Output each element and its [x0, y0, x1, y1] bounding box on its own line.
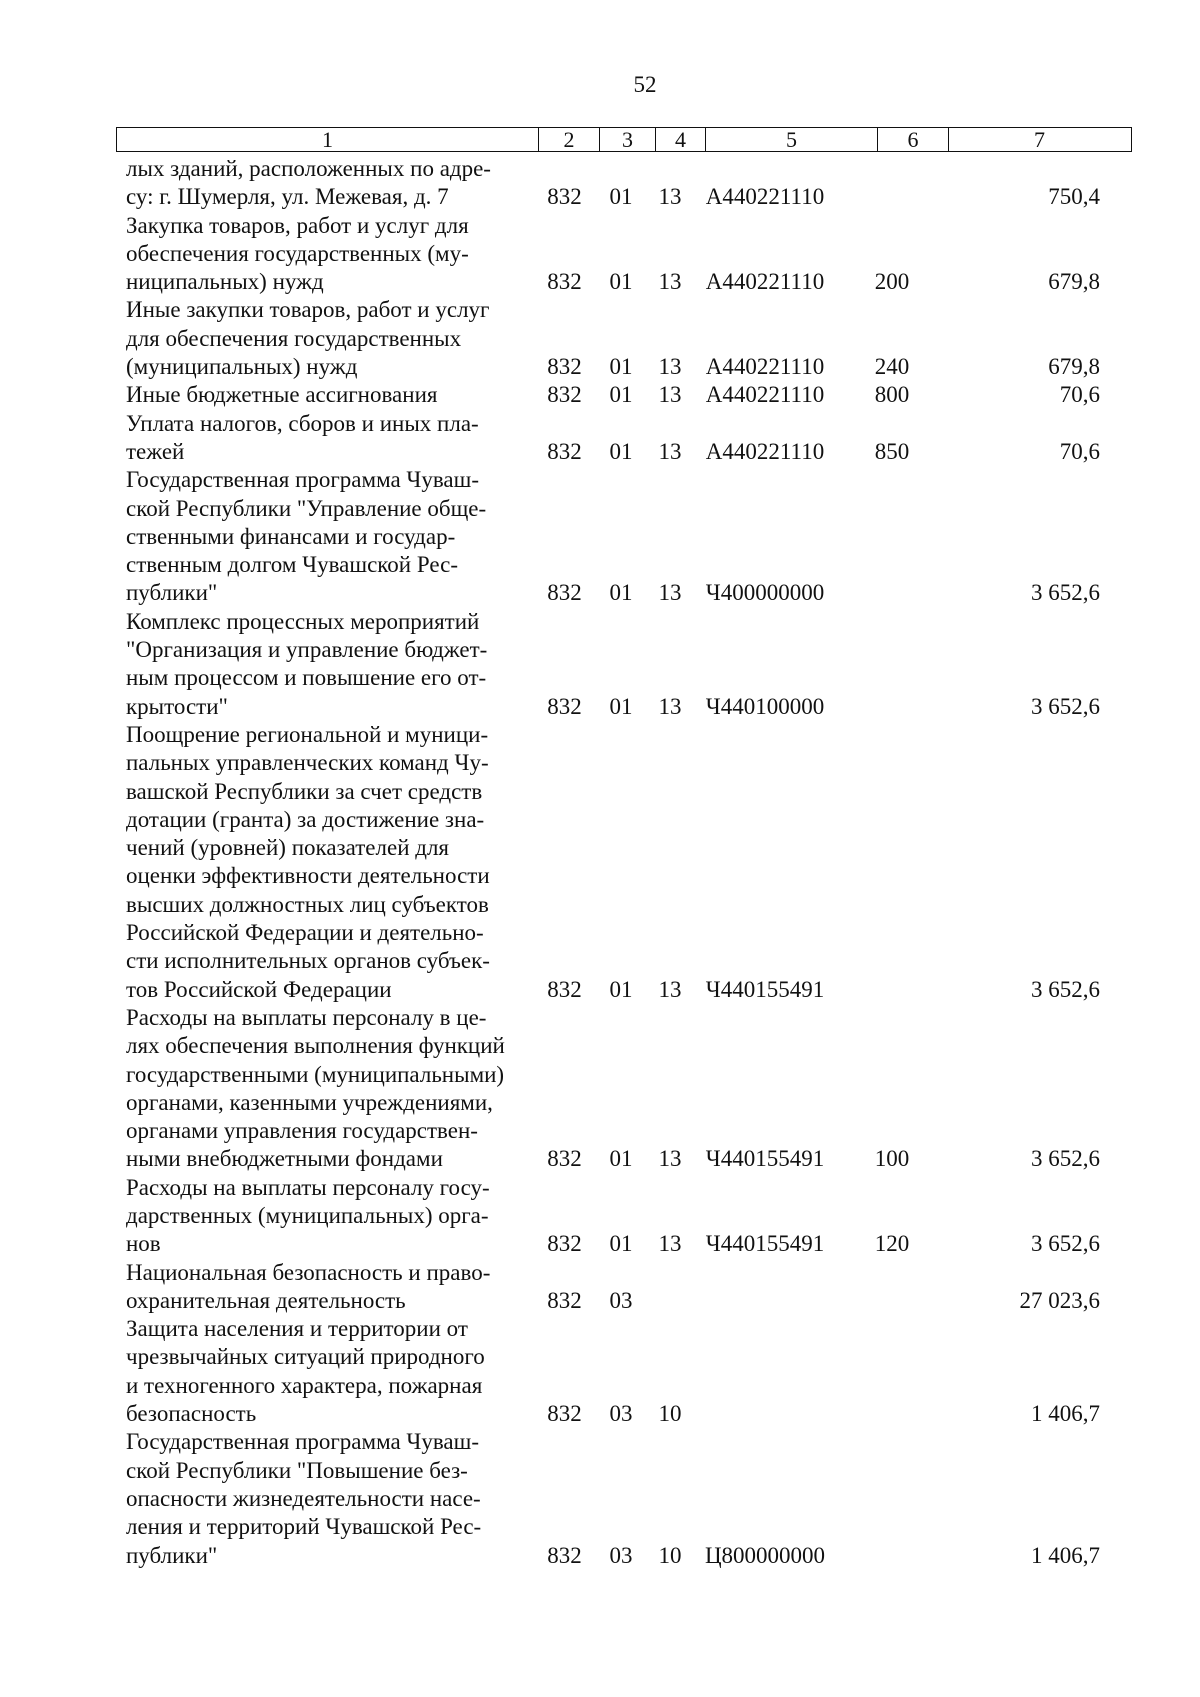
- row-col-2: 832: [547, 976, 582, 1002]
- row-col-5: А440221110: [705, 438, 825, 464]
- row-col-3: 01: [609, 1146, 633, 1172]
- row-name: Расходы на выплаты персоналу госу- дарственных (муниципальных) орга- нов: [126, 1174, 490, 1257]
- row-col-4: 13: [658, 693, 682, 719]
- row-col-3: 01: [609, 269, 633, 295]
- row-col-4: 10: [658, 1542, 682, 1568]
- row-col-5: Ч440155491: [705, 976, 825, 1002]
- row-col-4: 10: [658, 1401, 682, 1427]
- row-col-4: 13: [658, 1231, 682, 1257]
- row-name: Иные закупки товаров, работ и услуг для обеспечения государственных (муниципальных) нужд: [126, 297, 490, 380]
- row-col-3: 01: [609, 976, 633, 1002]
- row-col-2: 832: [547, 1542, 582, 1568]
- row-col-2: 832: [547, 1231, 582, 1257]
- row-col-7: 70,6: [1059, 382, 1100, 408]
- row-col-7: 679,8: [1048, 354, 1100, 380]
- row-col-2: 832: [547, 269, 582, 295]
- row-col-7: 3 652,6: [1031, 693, 1100, 719]
- row-col-7: 27 023,6: [1019, 1287, 1100, 1313]
- table-row: [126, 466, 1126, 607]
- row-col-3: 01: [609, 1231, 633, 1257]
- row-col-2: 832: [547, 382, 582, 408]
- header-col-2: 2: [539, 128, 600, 151]
- row-col-7: 70,6: [1059, 438, 1100, 464]
- row-name: Государственная программа Чуваш- ской Республики "Управление обще- ственными финансами и государ- ственным долгом Чувашской Рес- публики": [126, 467, 487, 606]
- row-col-7: 3 652,6: [1031, 1146, 1100, 1172]
- row-col-7: 3 652,6: [1031, 976, 1100, 1002]
- row-col-7: 1 406,7: [1031, 1401, 1100, 1427]
- row-col-5: Ч440155491: [705, 1231, 825, 1257]
- table-body: [126, 155, 1126, 1570]
- row-col-5: А440221110: [705, 184, 825, 210]
- row-col-3: 01: [609, 693, 633, 719]
- row-col-5: Ч440100000: [705, 693, 825, 719]
- row-col-3: 03: [609, 1401, 633, 1427]
- row-col-5: А440221110: [705, 354, 825, 380]
- table-row: [126, 608, 1126, 721]
- table-header: [116, 127, 1132, 152]
- row-col-6: 850: [874, 438, 910, 464]
- row-col-3: 01: [609, 580, 633, 606]
- row-name: Комплекс процессных мероприятий "Организация и управление бюджет- ным процессом и повышение его от- крытости": [126, 608, 488, 719]
- row-col-6: 200: [874, 269, 910, 295]
- table-row: [126, 381, 1126, 409]
- row-col-5: Ч400000000: [705, 580, 825, 606]
- row-col-2: 832: [547, 184, 582, 210]
- row-col-4: 13: [658, 580, 682, 606]
- table-row: [126, 1259, 1126, 1316]
- row-col-4: 13: [658, 269, 682, 295]
- header-col-7: 7: [1034, 127, 1045, 152]
- row-col-2: 832: [547, 1146, 582, 1172]
- row-col-2: 832: [547, 1287, 582, 1313]
- row-col-4: 13: [658, 438, 682, 464]
- row-col-7: 3 652,6: [1031, 1231, 1100, 1257]
- table-row: [126, 721, 1126, 1004]
- header-col-5: 5: [706, 128, 878, 151]
- row-name: Поощрение региональной и муници- пальных управленческих команд Чу- вашской Республики за счет средств дотации (гранта) за достижение зна- чений (уровней) показателей для оценки эффективности деятельности высших должностных лиц субъектов Российской Федерации и деятельно- сти исполнительных органов субъек- тов Российской Федерации: [126, 721, 490, 1002]
- row-name: Расходы на выплаты персоналу в це- лях обеспечения выполнения функций государственными (муниципальными) органами, казенными учреждениями, органами управления государствен- ными внебюджетными фондами: [126, 1004, 505, 1172]
- table-row: [126, 1174, 1126, 1259]
- row-col-3: 03: [609, 1287, 633, 1313]
- row-col-6: 120: [874, 1231, 910, 1257]
- row-col-7: 750,4: [1048, 184, 1100, 210]
- row-name: Защита населения и территории от чрезвычайных ситуаций природного и техногенного характера, пожарная безопасность: [126, 1316, 485, 1427]
- row-col-3: 01: [609, 184, 633, 210]
- row-col-2: 832: [547, 580, 582, 606]
- row-col-3: 01: [609, 354, 633, 380]
- row-col-6: 800: [874, 382, 910, 408]
- row-col-4: 13: [658, 382, 682, 408]
- row-name: Уплата налогов, сборов и иных пла- тежей: [126, 410, 479, 464]
- row-col-4: 13: [658, 976, 682, 1002]
- row-name: лых зданий, расположенных по адре- су: г. Шумерля, ул. Межевая, д. 7: [126, 156, 491, 210]
- row-name: Национальная безопасность и право- охранительная деятельность: [126, 1259, 491, 1313]
- table-row: [126, 155, 1126, 212]
- header-col-4: 4: [656, 128, 706, 151]
- row-col-3: 01: [609, 438, 633, 464]
- row-col-2: 832: [547, 354, 582, 380]
- row-col-5: Ч440155491: [705, 1146, 825, 1172]
- row-col-3: 03: [609, 1542, 633, 1568]
- row-col-3: 01: [609, 382, 633, 408]
- page-number: 52: [633, 72, 657, 97]
- row-col-2: 832: [547, 438, 582, 464]
- table-row: [126, 296, 1126, 381]
- table-row: [126, 1428, 1126, 1569]
- row-name: Закупка товаров, работ и услуг для обеспечения государственных (му- ниципальных) нужд: [126, 212, 469, 295]
- row-col-2: 832: [547, 1401, 582, 1427]
- row-col-6: 100: [874, 1146, 910, 1172]
- row-col-7: 1 406,7: [1031, 1542, 1100, 1568]
- row-col-4: 13: [658, 1146, 682, 1172]
- header-col-6: 6: [878, 128, 949, 151]
- row-col-2: 832: [547, 693, 582, 719]
- row-col-7: 679,8: [1048, 269, 1100, 295]
- table-row: [126, 212, 1126, 297]
- table-row: [126, 410, 1126, 467]
- row-name: Государственная программа Чуваш- ской Республики "Повышение без- опасности жизнедеятельности насе- ления и территорий Чувашской Рес- публики": [126, 1429, 482, 1568]
- row-col-5: Ц800000000: [704, 1542, 826, 1568]
- row-col-4: 13: [658, 184, 682, 210]
- row-col-4: 13: [658, 354, 682, 380]
- table-row: [126, 1004, 1126, 1174]
- row-name: Иные бюджетные ассигнования: [126, 382, 438, 408]
- row-col-7: 3 652,6: [1031, 580, 1100, 606]
- table-row: [126, 1315, 1126, 1428]
- row-col-5: А440221110: [705, 269, 825, 295]
- header-col-1: 1: [117, 128, 539, 151]
- row-col-6: 240: [874, 354, 910, 380]
- header-col-3: 3: [600, 128, 656, 151]
- row-col-5: А440221110: [705, 382, 825, 408]
